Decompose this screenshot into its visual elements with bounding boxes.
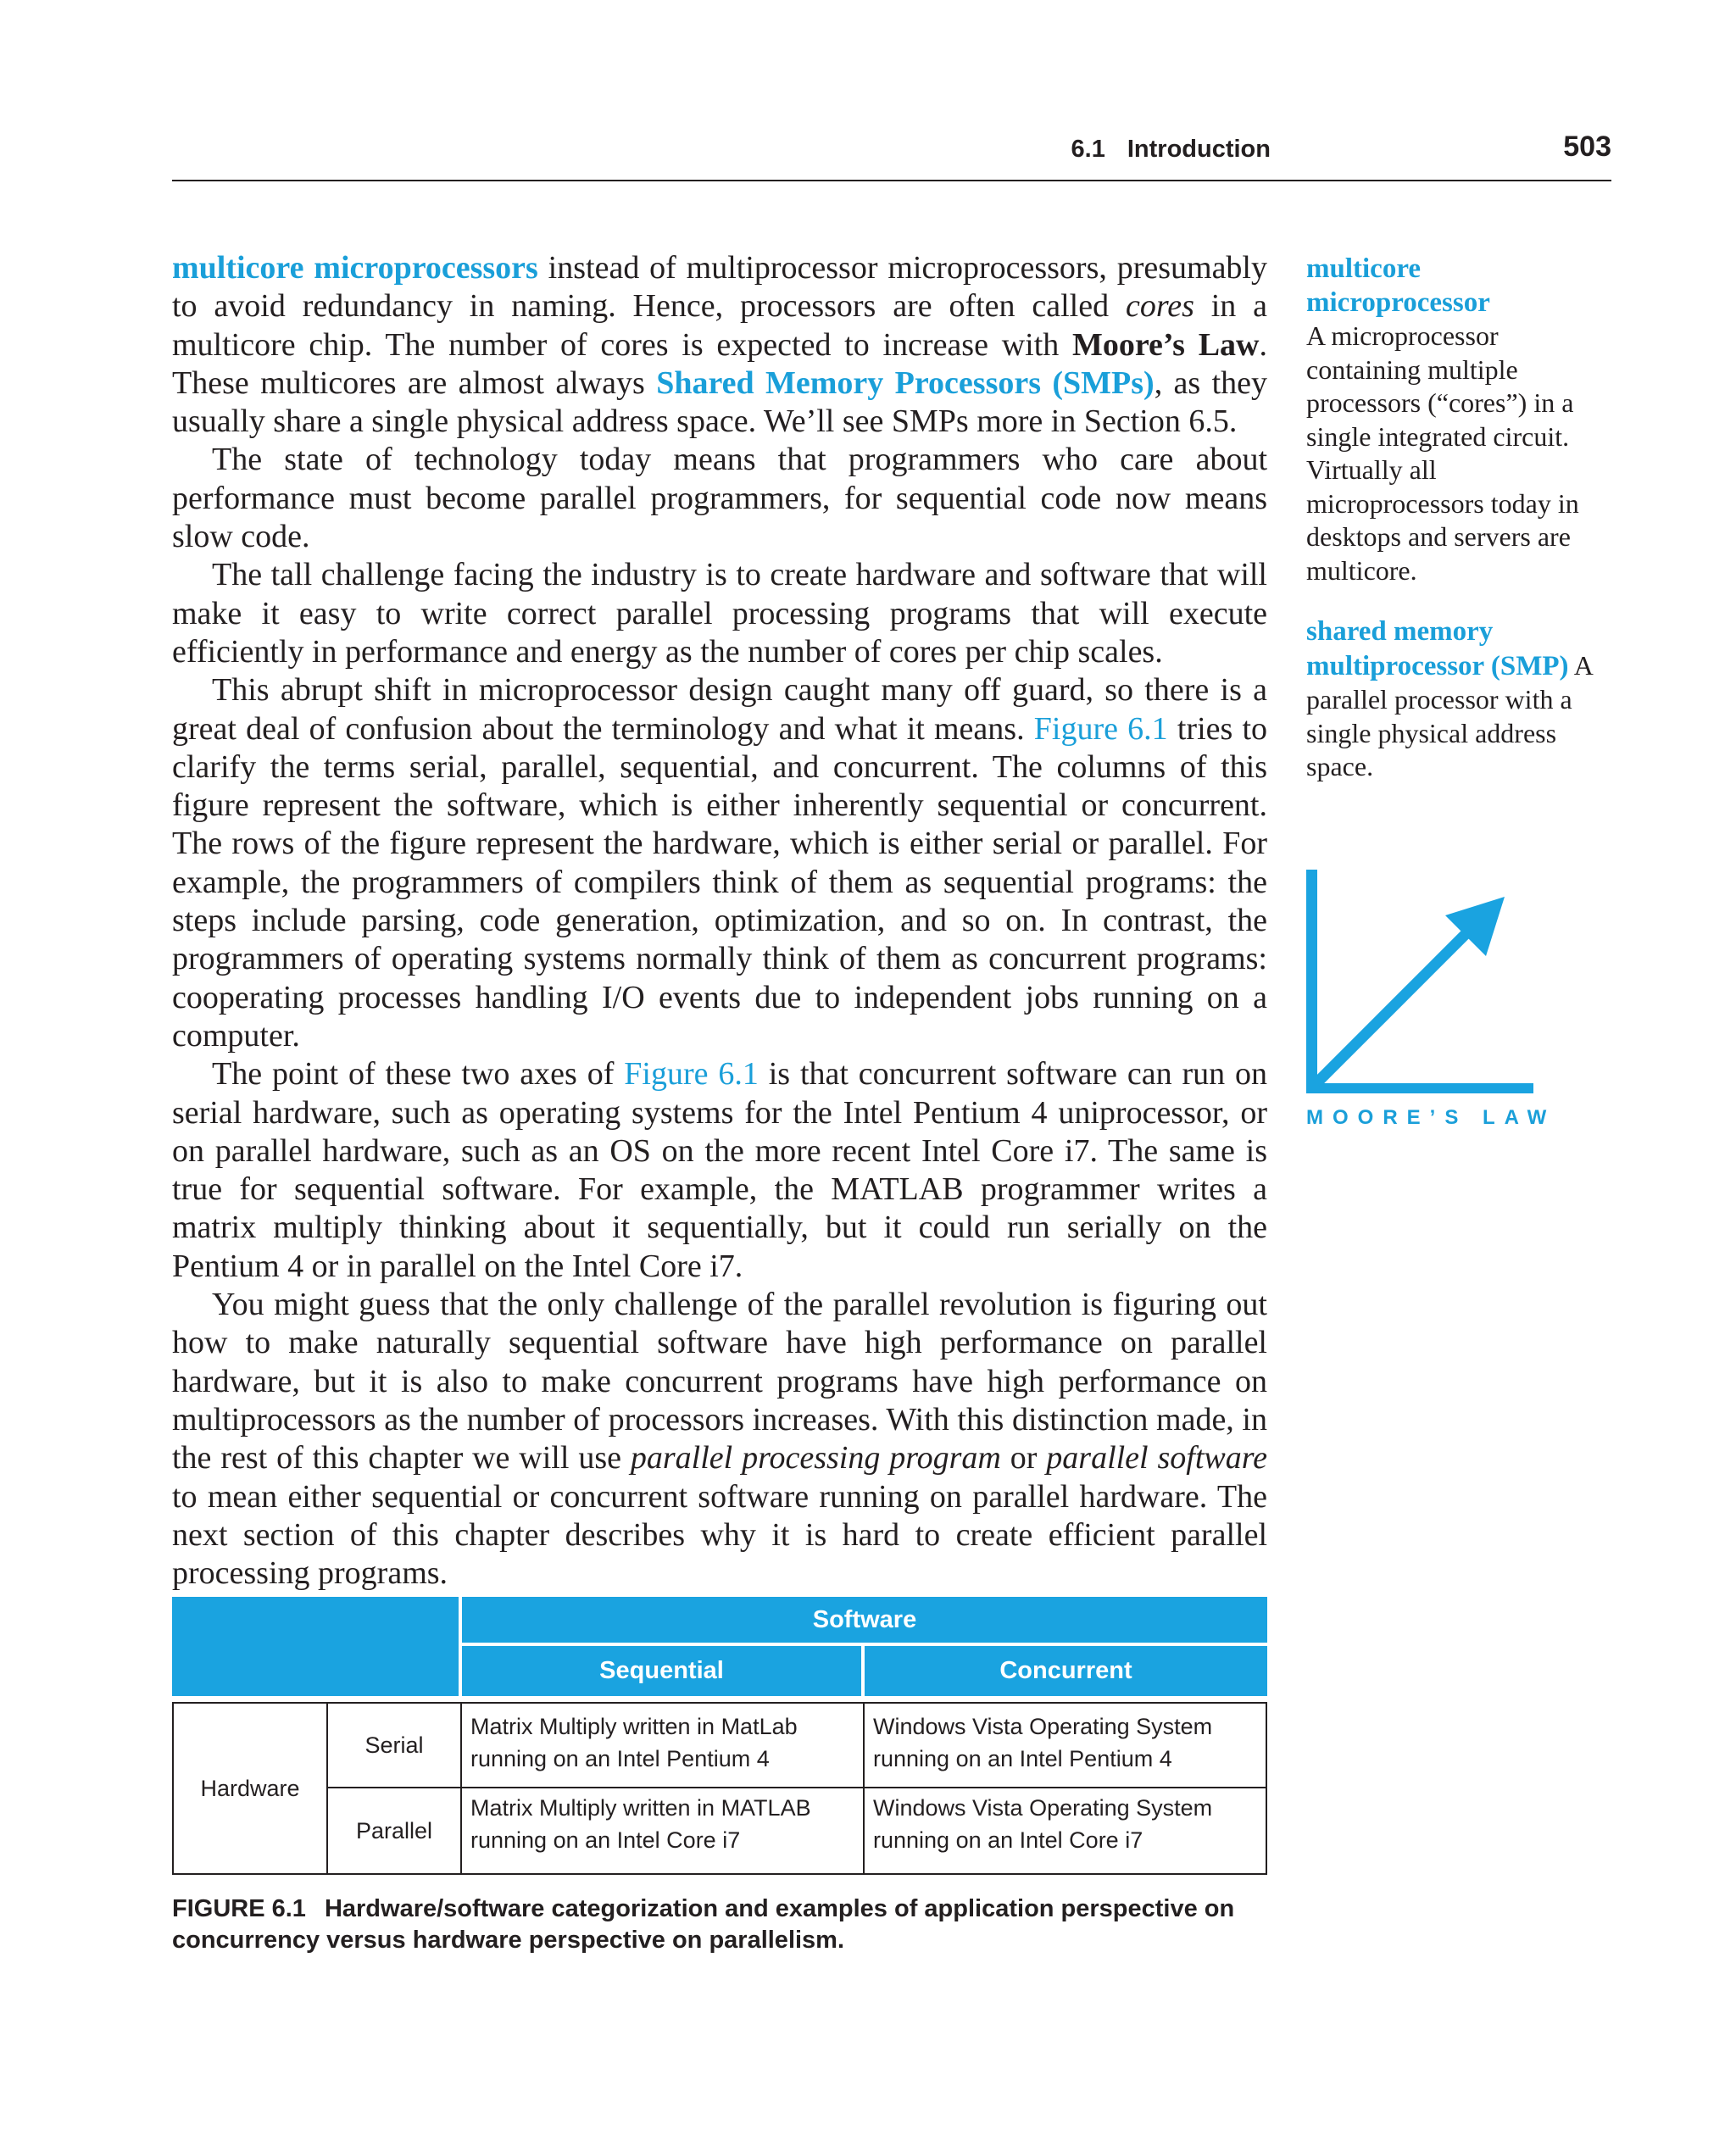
term-smp: Shared Memory Processors (SMPs) — [656, 364, 1155, 401]
running-header — [172, 129, 1611, 181]
cell-line: Windows Vista Operating System — [873, 1795, 1213, 1821]
caption-text: Hardware/software categorization and examples of application perspective on concurrency versus hardware perspective on parallelism. — [172, 1895, 1235, 1954]
main-text — [172, 249, 1267, 1593]
text-run: This abrupt shift in microprocessor design caught many off guard, so there is a great deal of confusion about the terminology and what it means. — [172, 672, 1267, 747]
text-run: to mean either sequential or concurrent software running on parallel hardware. The next section of this chapter describes why it is hard to create efficient parallel processing programs. — [172, 1478, 1267, 1592]
text-run: is that concurrent software can run on serial hardware, such as operating systems for the Intel Pentium 4 uniprocessor, or on parallel hardware, such as an OS on the more recent Intel Core i7. The same is true for sequential software. For example, the MATLAB programmer writes a matrix multiply thinking about it sequentially, but it could run serially on the Pentium 4 or in parallel on the Intel Core i7. — [172, 1056, 1267, 1284]
row-header-hardware: Hardware — [200, 1776, 300, 1801]
figure-6-1-table — [172, 1597, 1267, 1875]
cell-parallel-concurrent — [873, 1792, 1263, 1856]
paragraph-6 — [172, 1286, 1267, 1593]
paragraph-5 — [172, 1055, 1267, 1286]
section-title: Introduction — [1127, 136, 1271, 163]
divider — [863, 1702, 865, 1875]
glossary-term: shared memory multiprocessor (SMP) — [1306, 616, 1569, 681]
italic-term: parallel software — [1046, 1440, 1267, 1476]
cell-line: Matrix Multiply written in MATLAB — [470, 1795, 811, 1821]
term-multicore-microprocessors: multicore microprocessors — [172, 250, 538, 286]
figure-caption — [172, 1894, 1267, 1956]
section-number: 6.1 — [1071, 136, 1105, 163]
header-concurrent: Concurrent — [865, 1646, 1267, 1696]
cell-line: running on an Intel Pentium 4 — [470, 1746, 770, 1771]
page-number: 503 — [1563, 131, 1611, 163]
text-run: instead of multiprocessor microprocessors, presumably to avoid redundancy in naming. Hence, processors are often called — [172, 250, 1267, 325]
text-run: , as they usually share a single physical address space. We’ll see SMPs more in Section 6.5. — [172, 364, 1267, 440]
divider — [460, 1702, 462, 1875]
margin-glossary — [1306, 253, 1611, 784]
header-sequential: Sequential — [462, 1646, 861, 1696]
cell-line: running on an Intel Core i7 — [873, 1827, 1143, 1853]
cell-line: Matrix Multiply written in MatLab — [470, 1714, 798, 1739]
caption-label: FIGURE 6.1 — [172, 1895, 306, 1922]
text-run: You might guess that the only challenge of the parallel revolution is figuring out how to make naturally sequential software have high performance on parallel hardware, but it is also to make concurrent programs have high performance on multiprocessors as the number of processors increases. With this distinction made, in the rest of this chapter we will use — [172, 1287, 1267, 1476]
paragraph-1 — [172, 249, 1267, 441]
section-heading — [1071, 136, 1271, 164]
glossary-definition: A parallel processor with a single physical address space. — [1306, 649, 1593, 781]
paragraph-4 — [172, 671, 1267, 1055]
glossary-entry-multicore — [1306, 253, 1611, 587]
header-corner — [172, 1597, 459, 1696]
cell-parallel-sequential — [470, 1792, 860, 1856]
axis-horizontal — [1306, 1083, 1533, 1093]
figure-link[interactable]: Figure 6.1 — [624, 1056, 759, 1093]
divider — [326, 1787, 1267, 1788]
paragraph-3: The tall challenge facing the industry is to create hardware and software that will make it easy to write correct parallel processing programs that will execute efficiently in performance and energy as the number of cores per chip scales. — [172, 557, 1267, 670]
text-run: in a multicore chip. The number of cores is expected to increase with — [172, 288, 1267, 363]
moores-law-label: MOORE’S LAW — [1306, 1106, 1556, 1129]
italic-cores: cores — [1125, 288, 1194, 325]
glossary-definition: A microprocessor containing multiple processors (“cores”) in a single integrated circuit. Virtually all microprocessors today in desktops and servers are multicore. — [1306, 320, 1579, 586]
arrow-shaft — [1316, 919, 1481, 1083]
cell-line: running on an Intel Pentium 4 — [873, 1746, 1172, 1771]
cell-serial-concurrent — [873, 1710, 1263, 1775]
glossary-term: multicore microprocessor — [1306, 253, 1490, 318]
paragraph-2: The state of technology today means that programmers who care about performance must become parallel programmers, for sequential code now means slow code. — [172, 442, 1267, 555]
cell-serial-sequential — [470, 1710, 860, 1775]
row-header-serial: Serial — [364, 1732, 424, 1758]
cell-line: running on an Intel Core i7 — [470, 1827, 741, 1853]
figure-link[interactable]: Figure 6.1 — [1033, 710, 1168, 747]
italic-term: parallel processing program — [630, 1440, 1001, 1476]
text-run: . These multicores are almost always — [172, 326, 1267, 401]
moores-law-graph-icon — [1306, 865, 1544, 1136]
header-software: Software — [462, 1597, 1267, 1643]
glossary-entry-smp — [1306, 614, 1611, 784]
axis-vertical — [1306, 870, 1317, 1093]
bold-moores-law: Moore’s Law — [1072, 326, 1260, 363]
text-run: The point of these two axes of — [212, 1056, 625, 1093]
text-run: or — [1000, 1440, 1047, 1476]
text-run: tries to clarify the terms serial, parallel, sequential, and concurrent. The columns of this figure represent the software, which is either inherently sequential or concurrent. The rows of the figure represent the hardware, which is either serial or parallel. For example, the programmers of compilers think of them as sequential programs: the steps include parsing, code generation, optimization, and so on. In contrast, the programmers of operating systems normally think of them as concurrent programs: cooperating processes handling I/O events due to independent jobs running on a computer. — [172, 710, 1268, 1054]
cell-line: Windows Vista Operating System — [873, 1714, 1213, 1739]
row-header-parallel: Parallel — [355, 1818, 433, 1843]
